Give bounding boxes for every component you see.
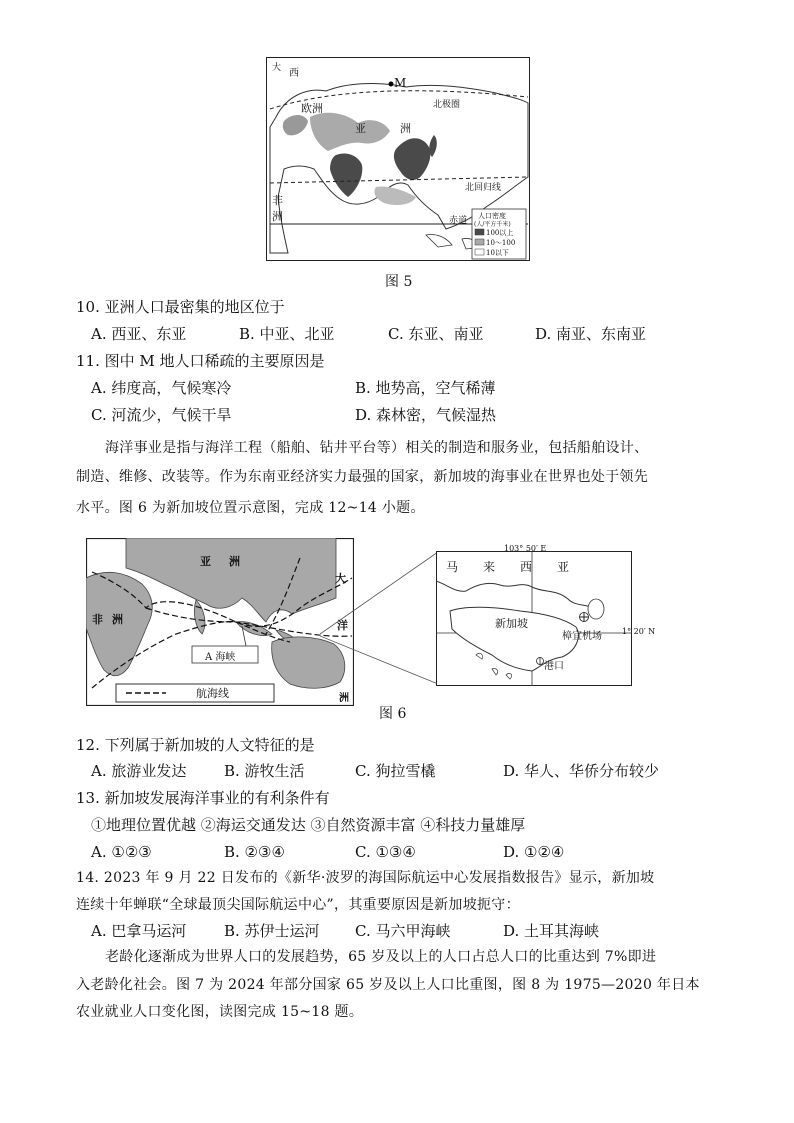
fig6-inset-singapore: 新加坡 <box>495 617 528 630</box>
fig5-label-africa-2: 洲 <box>272 210 283 223</box>
figure-6-map <box>86 538 354 706</box>
passage1-line-3: 水平。图 6 为新加坡位置示意图，完成 12~14 小题。 <box>76 500 425 516</box>
q10-option-c[interactable]: C. 东亚、南亚 <box>388 325 484 343</box>
q13-option-c[interactable]: C. ①③④ <box>355 843 416 861</box>
fig5-point-m <box>389 82 394 87</box>
fig6-label-asia-1: 亚 <box>200 555 211 568</box>
q11-option-b[interactable]: B. 地势高，空气稀薄 <box>355 379 496 397</box>
fig5-caption: 图 5 <box>385 274 413 290</box>
fig6-inset-malaysia-4: 亚 <box>557 560 570 574</box>
fig6-inset-lon: 103° 50′ E <box>504 544 547 553</box>
q13-option-d[interactable]: D. ①②④ <box>503 843 565 861</box>
q10-option-a[interactable]: A. 西亚、东亚 <box>91 325 187 343</box>
q11-option-c[interactable]: C. 河流少，气候干旱 <box>91 406 232 424</box>
fig6-label-africa-1: 非 <box>92 613 103 626</box>
fig6-inset-malaysia-3: 西 <box>520 560 533 574</box>
fig6-label-pacific-2: 洋 <box>337 619 348 632</box>
fig5-ocean-top: 大 <box>272 63 282 73</box>
q12-option-c[interactable]: C. 狗拉雪橇 <box>355 762 436 780</box>
fig6-inset-lat: 1° 20′ N <box>622 627 656 636</box>
fig5-label-m: M <box>394 76 407 90</box>
q12-option-b[interactable]: B. 游牧生活 <box>224 762 305 780</box>
fig5-label-asia-2: 洲 <box>400 122 411 135</box>
passage2-line-3: 农业就业人口变化图，读图完成 15~18 题。 <box>76 1004 364 1020</box>
q12-option-a[interactable]: A. 旅游业发达 <box>91 762 187 780</box>
passage2-line-2: 入老龄化社会。图 7 为 2024 年部分国家 65 岁及以上人口比重图，图 8 为 1975—2020 年日本 <box>76 977 700 993</box>
fig6-inset-map <box>436 551 632 686</box>
fig6-inset-port: 港口 <box>544 661 564 672</box>
q14-option-a[interactable]: A. 巴拿马运河 <box>91 922 187 940</box>
fig5-label-asia-1: 亚 <box>355 122 366 135</box>
fig5-label-europe: 欧洲 <box>301 102 323 115</box>
q13-stem: 13. 新加坡发展海洋事业的有利条件有 <box>76 789 330 807</box>
passage2-line-1: 老龄化逐渐成为世界人口的发展趋势，65 岁及以上的人口占总人口的比重达到 7%即进 <box>105 949 657 965</box>
passage1-line-2: 制造、维修、改装等。作为东南亚经济实力最强的国家，新加坡的海事业在世界也处于领先 <box>76 469 648 485</box>
q14-line-2: 连续十年蝉联“全球最顶尖国际航运中心”，其重要原因是新加坡扼守： <box>76 897 520 913</box>
fig6-legend-route: 航海线 <box>196 687 229 700</box>
fig6-label-asia-2: 洲 <box>229 555 240 568</box>
fig5-legend-item-2: 10～100 <box>486 239 516 247</box>
fig5-label-arctic: 北极圈 <box>433 100 461 110</box>
q14-option-d[interactable]: D. 土耳其海峡 <box>503 922 600 940</box>
q13-conditions: ①地理位置优越 ②海运交通发达 ③自然资源丰富 ④科技力量雄厚 <box>91 816 526 834</box>
fig5-ocean-side: 西 <box>289 68 299 79</box>
q11-stem: 11. 图中 M 地人口稀疏的主要原因是 <box>76 352 325 370</box>
fig5-legend-item-1: 100以上 <box>486 229 514 237</box>
fig5-legend-unit: (人/平方千米) <box>474 221 511 228</box>
fig6-inset-malaysia-1: 马 <box>446 560 459 574</box>
q12-option-d[interactable]: D. 华人、华侨分布较少 <box>503 762 660 780</box>
q10-option-b[interactable]: B. 中亚、北亚 <box>239 325 335 343</box>
q13-option-b[interactable]: B. ②③④ <box>224 843 285 861</box>
fig6-inset-malaysia-2: 来 <box>483 560 496 574</box>
fig5-label-equator: 赤道 <box>449 216 468 226</box>
q10-stem: 10. 亚洲人口最密集的地区位于 <box>76 298 285 316</box>
fig6-label-strait[interactable]: A 海峡 <box>205 652 236 663</box>
q12-stem: 12. 下列属于新加坡的人文特征的是 <box>76 736 315 754</box>
fig5-label-tropic: 北回归线 <box>465 183 502 193</box>
q11-option-a[interactable]: A. 纬度高，气候寒冷 <box>91 379 232 397</box>
fig5-legend-item-3: 10以下 <box>486 249 509 257</box>
fig6-caption: 图 6 <box>379 706 407 722</box>
q10-option-d[interactable]: D. 南亚、东南亚 <box>535 325 647 343</box>
passage1-line-1: 海洋事业是指与海洋工程（船舶、钻井平台等）相关的制造和服务业，包括船舶设计、 <box>105 440 649 456</box>
fig5-label-africa-1: 非 <box>272 194 283 207</box>
fig6-label-africa-2: 洲 <box>112 613 123 626</box>
fig6-label-pacific-1: 大 <box>335 572 346 585</box>
q11-option-d[interactable]: D. 森林密，气候湿热 <box>355 406 497 424</box>
q14-option-b[interactable]: B. 苏伊士运河 <box>224 922 320 940</box>
fig5-legend-title: 人口密度 <box>478 212 506 220</box>
fig6-label-australia: 洲 <box>339 693 349 704</box>
q14-line-1: 14. 2023 年 9 月 22 日发布的《新华·波罗的海国际航运中心发展指数报告》显示，新加坡 <box>76 870 655 886</box>
q13-option-a[interactable]: A. ①②③ <box>91 843 152 861</box>
q14-option-c[interactable]: C. 马六甲海峡 <box>355 922 451 940</box>
fig6-inset-airport: 樟宜机场 <box>562 631 602 642</box>
